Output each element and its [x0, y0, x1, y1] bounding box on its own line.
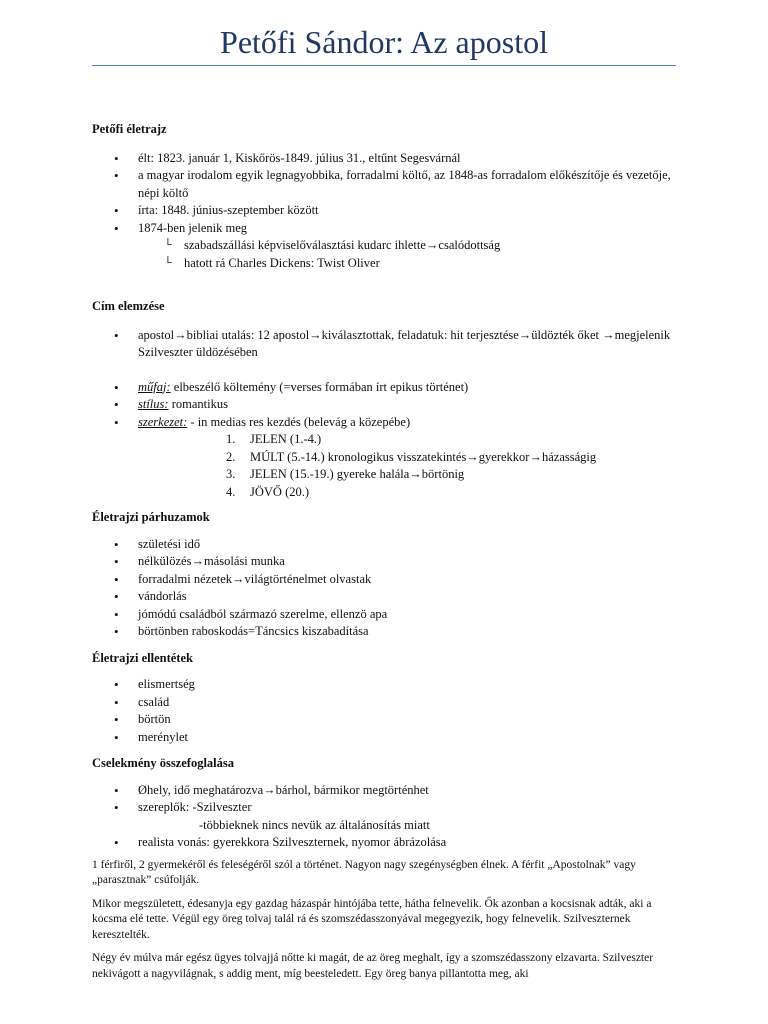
- sub-list-item: └ hatott rá Charles Dickens: Twist Oliver: [92, 255, 682, 273]
- list-item: • merénylet: [92, 729, 682, 747]
- parhuzamok-list: [92, 536, 682, 641]
- szerkezet-text: - in medias res kezdés (belevág a közepébe): [187, 414, 411, 429]
- section-heading-parhuzamok: Életrajzi párhuzamok: [92, 510, 210, 524]
- list-item: • apostol→bibliai utalás: 12 apostol→kiválasztottak, feladatuk: hit terjesztése→üldözték őket →megjelenik Szilveszter üldözésében: [92, 327, 682, 362]
- summary-paragraph: Négy év múlva már egész ügyes tolvajjá nőtte ki magát, de az öreg meghalt, így a szomszédasszony elzavarta. Szilveszter nekivágott a nagyvilágnak, s addig ment, míg beesteledett. Egy öreg banya pillantotta meg, aki: [92, 952, 654, 980]
- mufaj-text: elbeszélő költemény (=verses formában írt epikus történet): [170, 379, 469, 394]
- eletrajz-sublist: [92, 237, 682, 272]
- numbered-item: [92, 449, 682, 467]
- list-item: • írta: 1848. június-szeptember között: [92, 202, 682, 220]
- list-item: [92, 799, 682, 834]
- list-item: • Øhely, idő meghatározva→bárhol, bármikor megtörténhet: [92, 782, 682, 800]
- sub-list-item: └ szabadszállási képviselőválasztási kudarc ihlette→csalódottság: [92, 237, 682, 255]
- mufaj-label: műfaj:: [138, 379, 171, 394]
- list-item: • vándorlás: [92, 588, 682, 606]
- item-text: JELEN (15.-19.) gyereke halála→börtönig: [250, 467, 465, 481]
- list-item: [92, 414, 682, 432]
- list-item: • börtön: [92, 711, 682, 729]
- cim-list: [92, 327, 682, 362]
- item-text: MÚLT (5.-14.) kronologikus visszatekintés→gyerekkor→házasságig: [250, 449, 597, 464]
- item-number: 3.: [226, 467, 236, 481]
- eletrajz-list: [92, 150, 682, 238]
- cselekmeny-list: [92, 782, 682, 852]
- summary-paragraph: 1 férfiről, 2 gyermekéről és feleségéről szól a történet. Nagyon nagy szegénységben élnek. A férfit „Apostolnak” vagy „parasztnak” csúfolják.: [92, 858, 636, 886]
- item-number: 2.: [226, 449, 236, 464]
- szerkezet-label: szerkezet:: [138, 414, 188, 429]
- list-item: • család: [92, 694, 682, 712]
- list-item: • jómódú családból származó szerelme, ellenzö apa: [92, 606, 682, 624]
- list-item: • élt: 1823. január 1, Kiskőrös-1849. július 31., eltűnt Segesvárnál: [92, 150, 682, 168]
- summary-paragraph: Mikor megszületett, édesanyja egy gazdag házaspár hintójába tette, hátha felnevelik. Ők azonban a kocsisnak adták, aki a kocsma elé tette. Végül egy öreg tolvaj talál rá és szomszédasszonyával megegyezik, hogy felnevelik. Szilveszternek keresztelték.: [92, 897, 652, 941]
- numbered-item: [92, 466, 682, 484]
- document-title: Petőfi Sándor: Az apostol: [220, 24, 548, 60]
- item-text: JÖVŐ (20.): [250, 484, 310, 499]
- list-item: • elismertség: [92, 676, 682, 694]
- list-item: • a magyar irodalom egyik legnagyobbika, forradalmi költő, az 1848-as forradalom előkészítője és vezetője, népi költő: [92, 167, 682, 202]
- stilus-text: romantikus: [168, 397, 228, 411]
- list-item: • születési idő: [92, 536, 682, 554]
- list-item: • börtönben raboskodás=Táncsics kiszabadítása: [92, 623, 682, 641]
- section-heading-cim-elemzese: Cím elemzése: [92, 299, 165, 313]
- list-item: • forradalmi nézetek→világtörténelmet olvastak: [92, 571, 682, 589]
- mufaj-list: [92, 379, 682, 432]
- szerkezet-numbered-list: [92, 431, 682, 501]
- szereplok-line: • szereplők: -Szilveszter: [138, 800, 252, 814]
- list-item: [92, 396, 682, 414]
- section-heading-ellentetek: Életrajzi ellentétek: [92, 650, 193, 665]
- stilus-label: stílus:: [138, 397, 169, 411]
- numbered-item: [92, 484, 682, 502]
- title-underline: [92, 65, 676, 66]
- document-body: [92, 121, 682, 982]
- szereplok-extra-line: -többieknek nincs nevük az általánosítás miatt: [199, 817, 430, 832]
- list-item: • nélkülözés→másolási munka: [92, 553, 682, 571]
- list-item: • 1874-ben jelenik meg: [92, 220, 682, 238]
- item-number: 1.: [226, 432, 236, 446]
- section-heading-eletrajz: Petőfi életrajz: [92, 122, 167, 136]
- list-item: • realista vonás: gyerekkora Szilveszternek, nyomor ábrázolása: [92, 834, 682, 852]
- ellentetek-list: [92, 676, 682, 746]
- item-text: JELEN (1.-4.): [250, 432, 322, 446]
- numbered-item: [92, 431, 682, 449]
- item-number: 4.: [226, 484, 236, 499]
- section-heading-cselekmeny: Cselekmény összefoglalása: [92, 756, 234, 770]
- list-item: [92, 379, 682, 397]
